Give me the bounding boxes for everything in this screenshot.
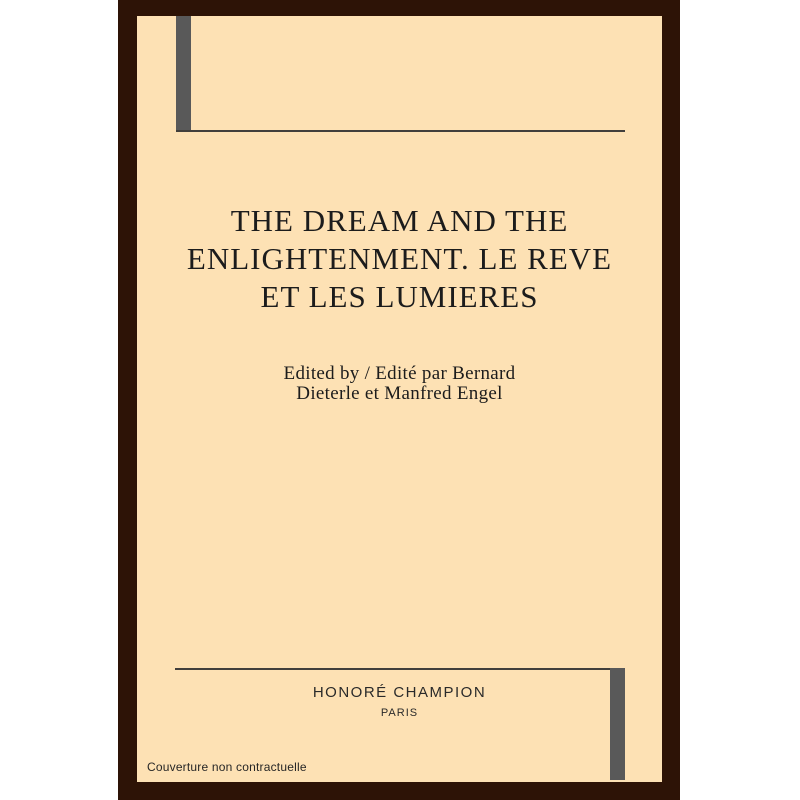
publisher-name: HONORÉ CHAMPION [312,684,487,701]
publisher-city: PARIS [380,707,419,719]
book-cover [118,0,680,800]
bottom-rule [175,668,610,670]
top-left-accent-bar [176,16,191,131]
book-title-line: ENLIGHTENMENT. LE REVE [186,241,613,276]
cover-page [137,16,662,782]
editors-line: Dieterle et Manfred Engel [296,383,503,404]
top-rule [176,130,625,132]
editors-line: Edited by / Edité par Bernard [283,363,516,384]
cover-notice: Couverture non contractuelle [147,760,307,774]
book-title-line: THE DREAM AND THE [230,203,569,238]
publisher-block [137,683,662,719]
book-title-line: ET LES LUMIERES [260,279,539,314]
book-title [137,202,662,316]
editors [137,364,662,404]
